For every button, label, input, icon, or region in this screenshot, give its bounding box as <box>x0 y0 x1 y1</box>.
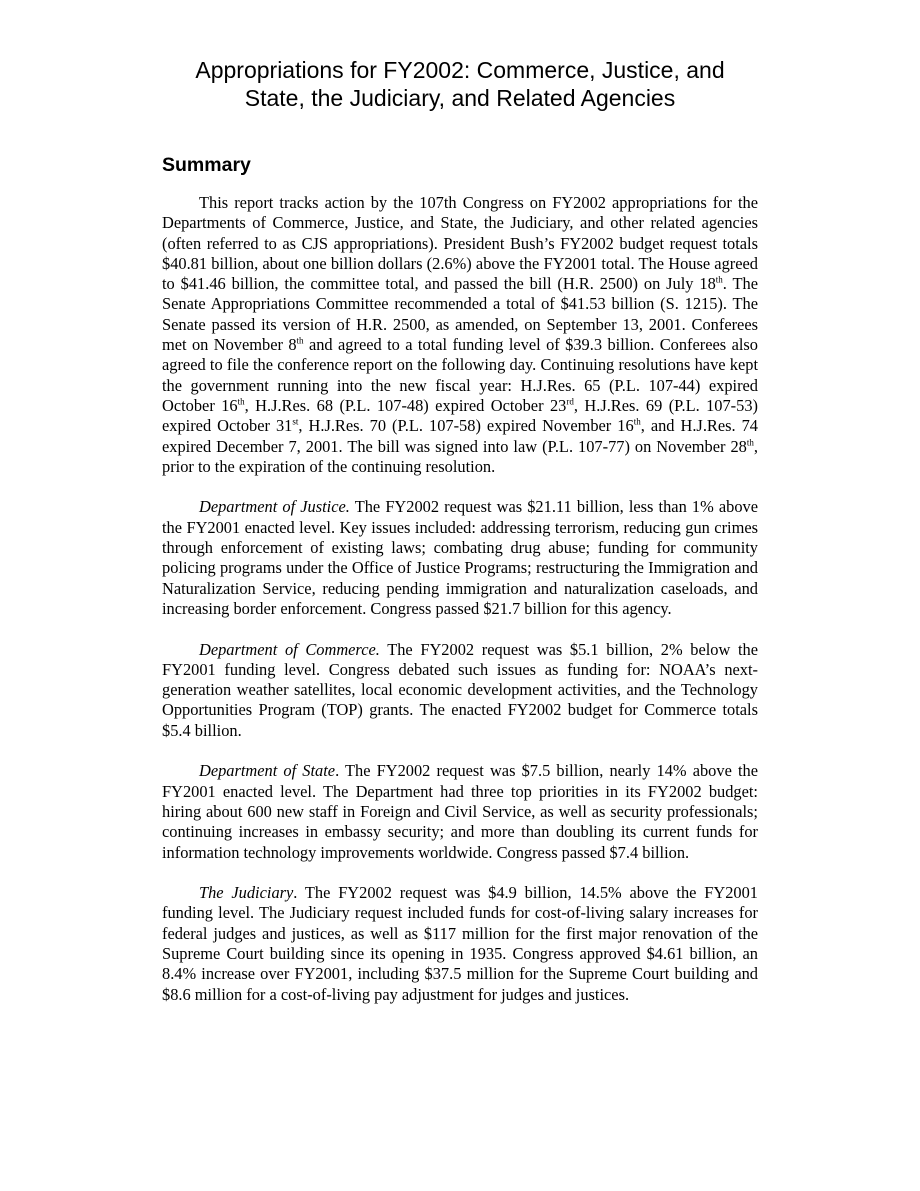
judiciary-paragraph <box>162 883 758 1005</box>
ordinal-suffix: th <box>746 437 754 448</box>
judiciary-label: The Judiciary <box>199 883 294 903</box>
ordinal-suffix: st <box>292 416 299 427</box>
intro-text-4: , H.J.Res. 68 (P.L. 107-48) expired October 23 <box>244 395 567 415</box>
commerce-text: The FY2002 request was $5.1 billion, 2% below the FY2001 funding level. Congress debated such issues as funding for: NOAA’s next-generation weather satellites, local economic development activities, and the Technology Opportunities Program (TOP) grants. The enacted FY2002 budget for Commerce totals $5.4 billion. <box>162 639 759 740</box>
commerce-label: Department of Commerce. <box>199 639 380 659</box>
judiciary-text: . The FY2002 request was $4.9 billion, 14.5% above the FY2001 funding level. The Judiciary request included funds for cost-of-living salary increases for federal judges and justices, as well as $117 million for the first major renovation of the Supreme Court building since its opening in 1935. Congress approved $4.61 billion, an 8.4% increase over FY2001, including $37.5 million for the Supreme Court building and $8.6 million for a cost-of-living pay adjustment for judges and justices. <box>162 883 758 1004</box>
intro-text-5: , H.J.Res. 69 (P.L. 107-53) expired October 31 <box>162 395 758 436</box>
intro-text-2: . The Senate Appropriations Committee recommended a total of $41.53 billion (S. 1215). The Senate passed its version of H.R. 2500, as amended, on September 13, 2001. Conferees met on November 8 <box>162 274 758 355</box>
summary-heading: Summary <box>162 154 251 176</box>
state-paragraph <box>162 761 758 862</box>
ordinal-suffix: th <box>296 335 304 346</box>
intro-text-1: This report tracks action by the 107th Congress on FY2002 appropriations for the Departments of Commerce, Justice, and State, the Judiciary, and other related agencies (often referred to as CJS appropriations). President Bush’s FY2002 budget request totals $40.81 billion, about one billion dollars (2.6%) above the FY2001 total. The House agreed to $41.46 billion, the committee total, and passed the bill (H.R. 2500) on July 18 <box>162 193 758 294</box>
intro-paragraph <box>162 193 758 477</box>
document-title <box>162 56 758 112</box>
justice-label: Department of Justice. <box>199 497 350 517</box>
document-page <box>162 56 758 1025</box>
intro-text-6: , H.J.Res. 70 (P.L. 107-58) expired November 16 <box>298 416 634 436</box>
intro-text-8: , prior to the expiration of the continuing resolution. <box>162 436 758 476</box>
ordinal-suffix: rd <box>566 396 574 407</box>
ordinal-suffix: th <box>633 416 641 427</box>
intro-text-7: , and H.J.Res. 74 expired December 7, 2001. The bill was signed into law (P.L. 107-77) on November 28 <box>162 416 759 456</box>
title-line-1: Appropriations for FY2002: Commerce, Justice, and <box>195 57 725 83</box>
title-line-2: State, the Judiciary, and Related Agencies <box>244 85 676 111</box>
justice-paragraph <box>162 497 758 619</box>
ordinal-suffix: th <box>715 274 723 285</box>
state-label: Department of State <box>199 761 336 781</box>
commerce-paragraph <box>162 640 758 741</box>
justice-text: The FY2002 request was $21.11 billion, less than 1% above the FY2001 enacted level. Key issues included: addressing terrorism, reducing gun crimes through enforcement of existing laws; combating drug abuse; funding for community policing programs under the Office of Justice Programs; restructuring the Immigration and Naturalization Service, reducing pending immigration and naturalization caseloads, and increasing border enforcement. Congress passed $21.7 billion for this agency. <box>162 497 758 618</box>
ordinal-suffix: th <box>237 396 245 407</box>
state-text: . The FY2002 request was $7.5 billion, nearly 14% above the FY2001 enacted level. The Department had three top priorities in its FY2002 budget: hiring about 600 new staff in Foreign and Civil Service, as well as security professionals; continuing increases in embassy security; and more than doubling its current funds for information technology improvements worldwide. Congress passed $7.4 billion. <box>162 761 758 862</box>
intro-text-3: and agreed to a total funding level of $39.3 billion. Conferees also agreed to file the conference report on the following day. Continuing resolutions have kept the government running into the new fiscal year: H.J.Res. 65 (P.L. 107-44) expired October 16 <box>162 335 758 415</box>
